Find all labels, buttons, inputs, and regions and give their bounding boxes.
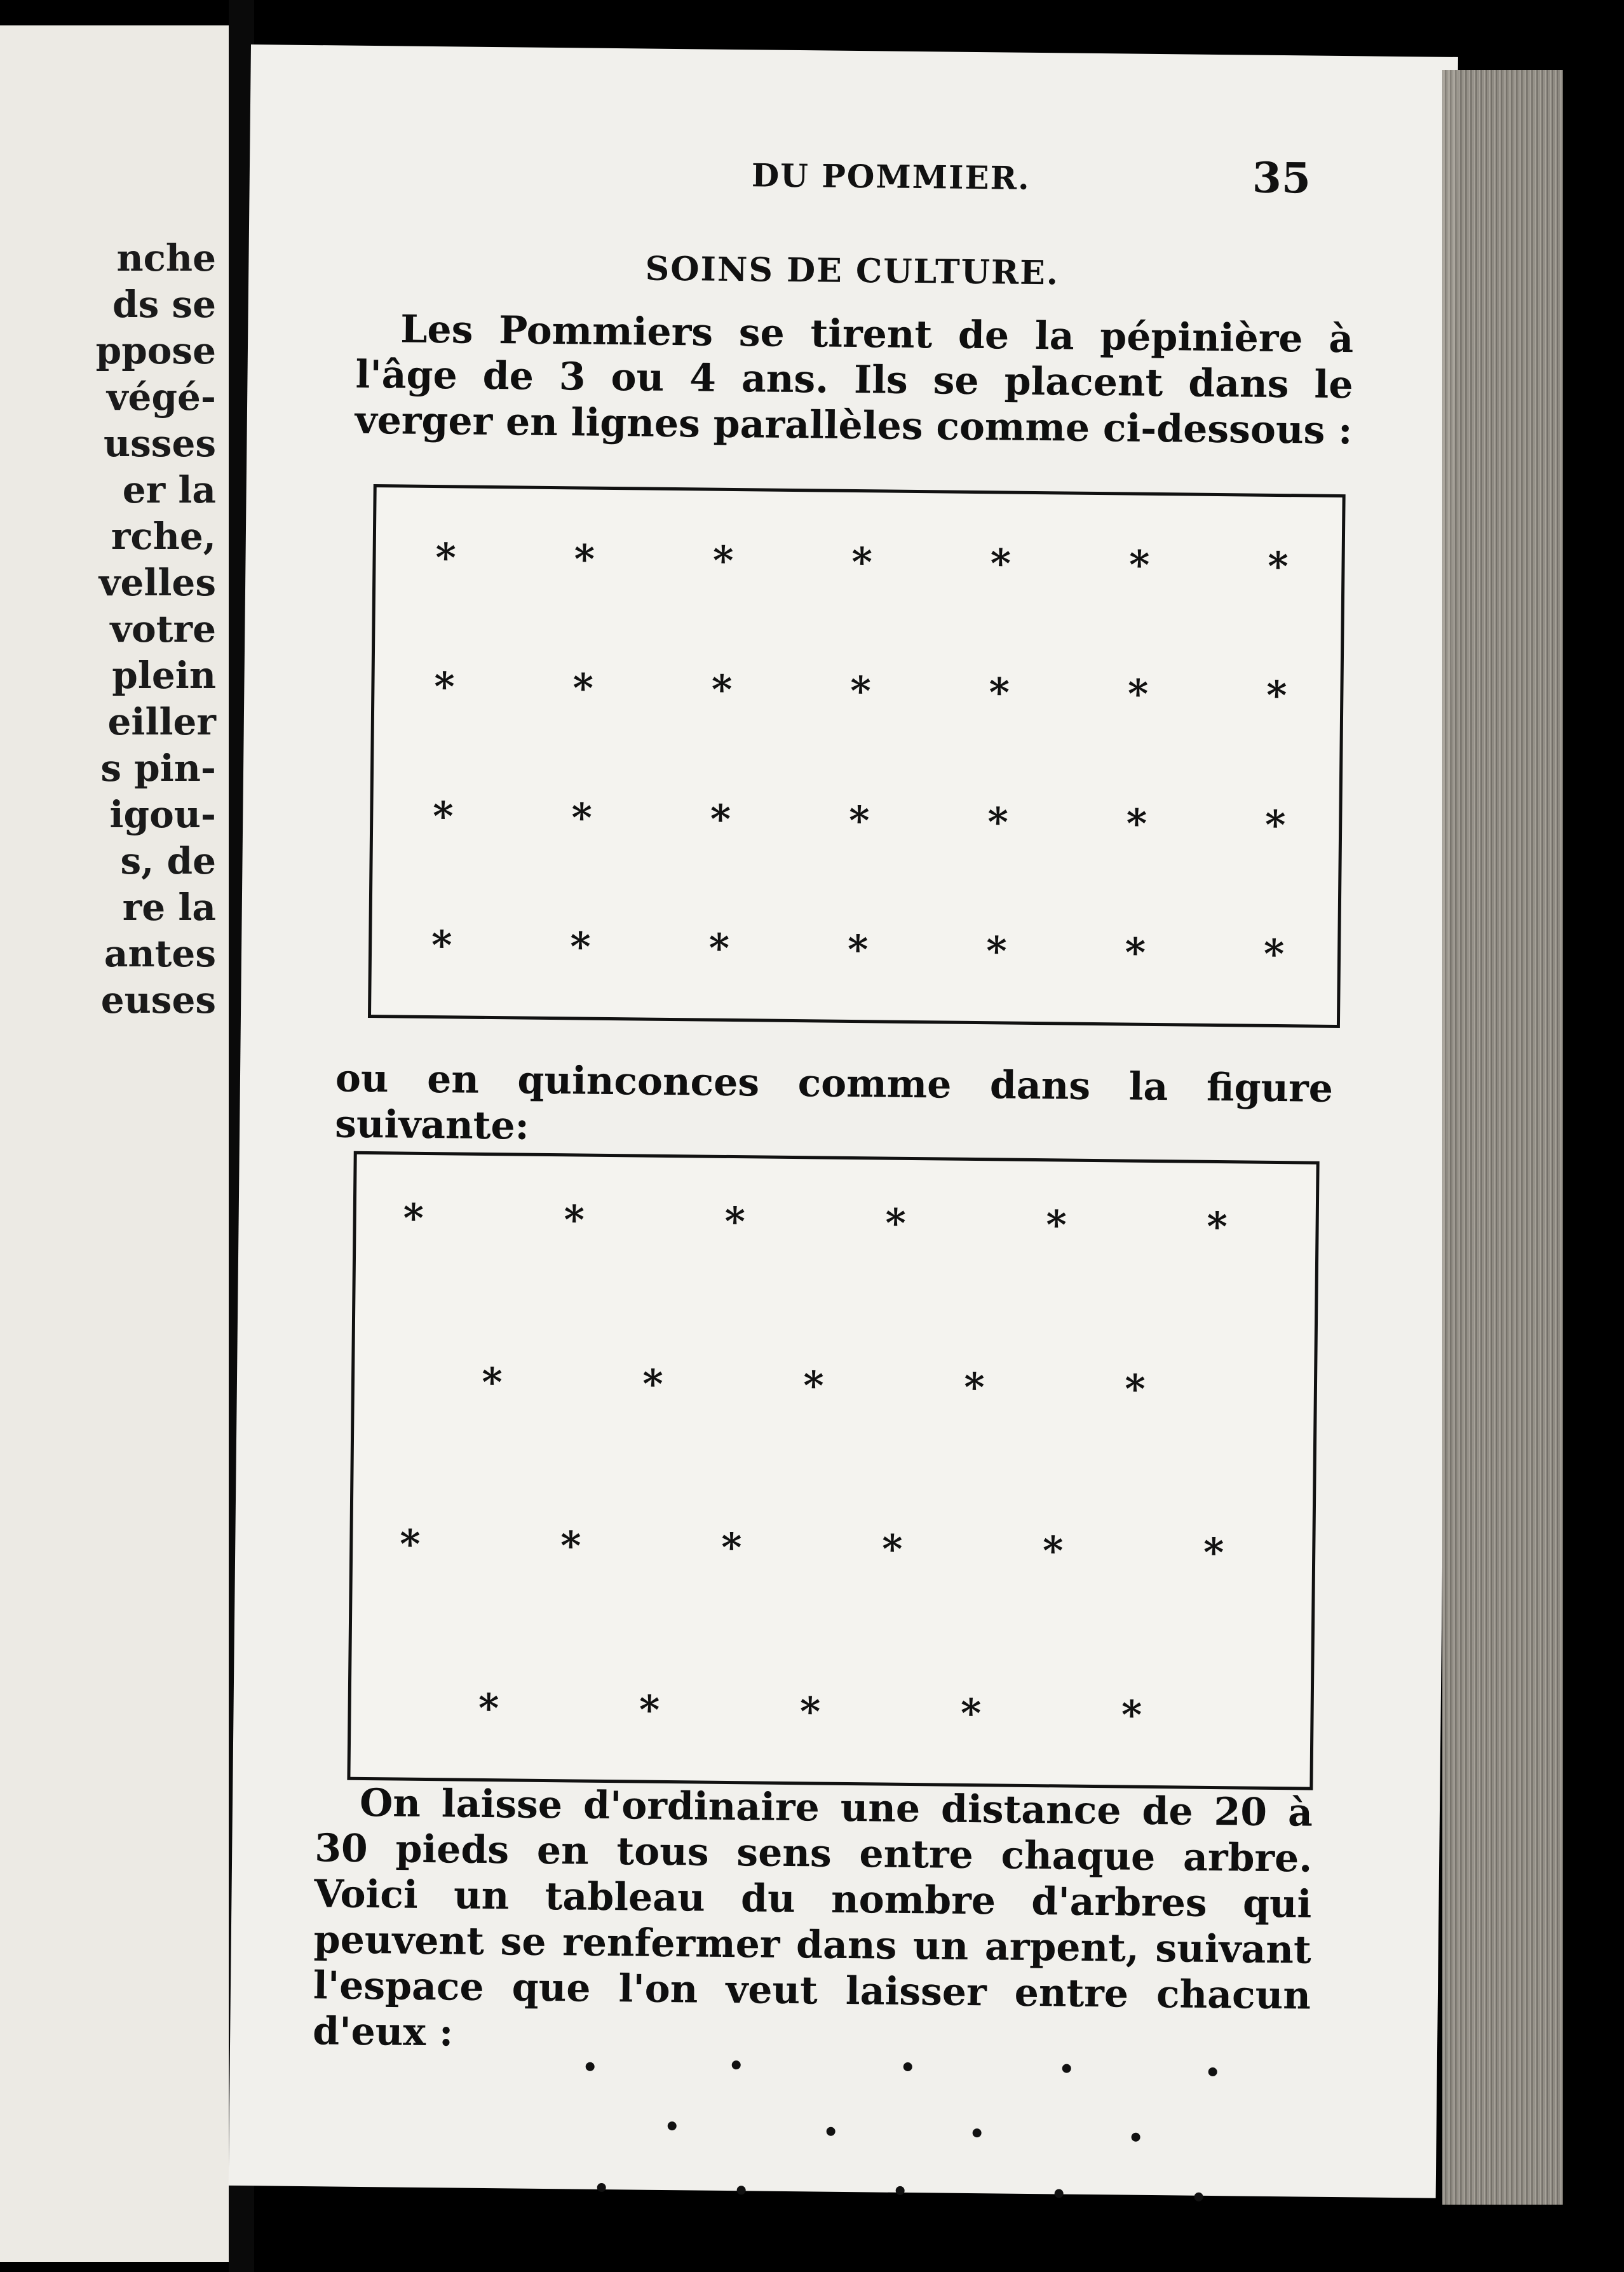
page-edge bbox=[1442, 70, 1563, 2205]
tree-marker: * bbox=[639, 1686, 660, 1733]
left-page-line: rche, bbox=[111, 515, 216, 558]
page-number: 35 bbox=[1252, 152, 1311, 203]
leader-dot bbox=[827, 2127, 836, 2136]
left-page-line: votre bbox=[110, 607, 216, 651]
leader-dot bbox=[1194, 2193, 1203, 2201]
leader-dot bbox=[1055, 2189, 1064, 2198]
tree-marker: * bbox=[1124, 1365, 1146, 1412]
tree-marker: * bbox=[642, 1360, 664, 1407]
tree-marker: * bbox=[802, 1362, 825, 1409]
tree-marker: * bbox=[849, 668, 871, 715]
leader-dot bbox=[973, 2128, 982, 2137]
tree-marker: * bbox=[724, 1198, 746, 1245]
left-page-line: euses bbox=[100, 978, 216, 1022]
tree-marker: * bbox=[433, 663, 456, 710]
leader-dot bbox=[896, 2186, 905, 2195]
left-page-line: ds se bbox=[112, 283, 216, 326]
tree-marker: * bbox=[710, 795, 731, 842]
leader-dot bbox=[732, 2060, 741, 2069]
closing-paragraph: On laisse d'ordinaire une distance de 20 à 30 pieds en tous sens entre chaque arbre. Voici un tableau du nombre d'arbres qui peuvent se renfermer dans un arpent, suivant l'espace que l'on veut laisser entre chacun d'eux : bbox=[312, 1780, 1313, 2055]
tree-marker: * bbox=[987, 798, 1009, 846]
leader-dot bbox=[1208, 2067, 1217, 2076]
leader-dot bbox=[1062, 2064, 1071, 2073]
tree-marker: * bbox=[1263, 930, 1285, 978]
tree-marker: * bbox=[1266, 672, 1287, 719]
tree-marker: * bbox=[1264, 801, 1286, 848]
tree-marker: * bbox=[1126, 800, 1147, 847]
tree-marker: * bbox=[1267, 543, 1289, 590]
left-page-line: nche bbox=[116, 236, 216, 280]
left-page-line: s pin- bbox=[100, 747, 216, 790]
quincunx-figure bbox=[347, 1151, 1319, 1790]
tree-marker: * bbox=[885, 1200, 907, 1247]
parallel-rows-figure bbox=[368, 484, 1346, 1028]
intro-paragraph: Les Pommiers se tirent de la pépinière à l'âge de 3 ou 4 ans. Ils se placent dans le verger en lignes parallèles comme ci-dessous : bbox=[355, 307, 1354, 454]
tree-marker: * bbox=[1128, 541, 1150, 588]
tree-marker: * bbox=[851, 538, 873, 586]
running-head: DU POMMIER. bbox=[751, 156, 1031, 197]
tree-marker: * bbox=[403, 1194, 424, 1241]
tree-marker: * bbox=[712, 537, 734, 584]
left-page-line: antes bbox=[104, 932, 216, 975]
quincunx-caption: ou en quinconces comme dans la figure suivante: bbox=[334, 1056, 1334, 1149]
tree-marker: * bbox=[989, 669, 1010, 716]
tree-marker: * bbox=[708, 924, 730, 971]
tree-marker: * bbox=[1125, 929, 1146, 976]
tree-marker: * bbox=[1203, 1529, 1224, 1576]
tree-marker: * bbox=[431, 922, 452, 969]
tree-marker: * bbox=[1127, 670, 1149, 718]
tree-marker: * bbox=[571, 794, 593, 841]
tree-marker: * bbox=[881, 1525, 903, 1573]
left-page-line: ppose bbox=[95, 329, 216, 372]
tree-marker: * bbox=[721, 1524, 742, 1571]
leader-dot bbox=[903, 2062, 912, 2071]
tree-marker: * bbox=[963, 1363, 985, 1410]
tree-marker: * bbox=[432, 792, 454, 840]
tree-marker: * bbox=[985, 928, 1008, 975]
left-page-line: igou- bbox=[109, 793, 216, 836]
tree-marker: * bbox=[399, 1520, 421, 1568]
left-page-line: usses bbox=[103, 422, 216, 465]
section-title: SOINS DE CULTURE. bbox=[645, 249, 1060, 293]
page-header bbox=[249, 151, 1457, 215]
left-page-line: er la bbox=[122, 468, 216, 511]
left-page-line: s, de bbox=[120, 839, 216, 882]
tree-marker: * bbox=[574, 536, 595, 583]
tree-marker: * bbox=[560, 1522, 581, 1569]
tree-marker: * bbox=[711, 666, 733, 713]
tree-marker: * bbox=[1046, 1201, 1067, 1248]
leader-dot bbox=[668, 2121, 677, 2130]
tree-marker: * bbox=[564, 1196, 585, 1243]
tree-marker: * bbox=[481, 1358, 503, 1405]
left-page-line: velles bbox=[98, 561, 216, 604]
tree-marker: * bbox=[1207, 1203, 1228, 1250]
tree-marker: * bbox=[847, 926, 869, 973]
right-page bbox=[229, 44, 1458, 2198]
tree-marker: * bbox=[478, 1684, 499, 1732]
tree-marker: * bbox=[960, 1689, 982, 1737]
tree-marker: * bbox=[990, 540, 1012, 587]
table-leader-dots bbox=[251, 44, 1458, 57]
tree-marker: * bbox=[848, 797, 870, 844]
leader-dot bbox=[737, 2186, 746, 2194]
leader-dot bbox=[597, 2183, 606, 2192]
tree-marker: * bbox=[569, 923, 592, 970]
leader-dot bbox=[586, 2062, 595, 2071]
tree-marker: * bbox=[572, 665, 594, 712]
tree-marker: * bbox=[1121, 1691, 1142, 1738]
left-page-line: plein bbox=[112, 654, 216, 697]
tree-marker: * bbox=[799, 1688, 821, 1735]
left-page-line: végé- bbox=[106, 375, 216, 419]
left-page-line: re la bbox=[122, 886, 216, 929]
leader-dot bbox=[1132, 2133, 1140, 2142]
left-page bbox=[0, 25, 229, 2262]
tree-marker: * bbox=[435, 534, 457, 581]
left-page-line: eiller bbox=[107, 700, 216, 743]
tree-marker: * bbox=[1042, 1527, 1064, 1574]
